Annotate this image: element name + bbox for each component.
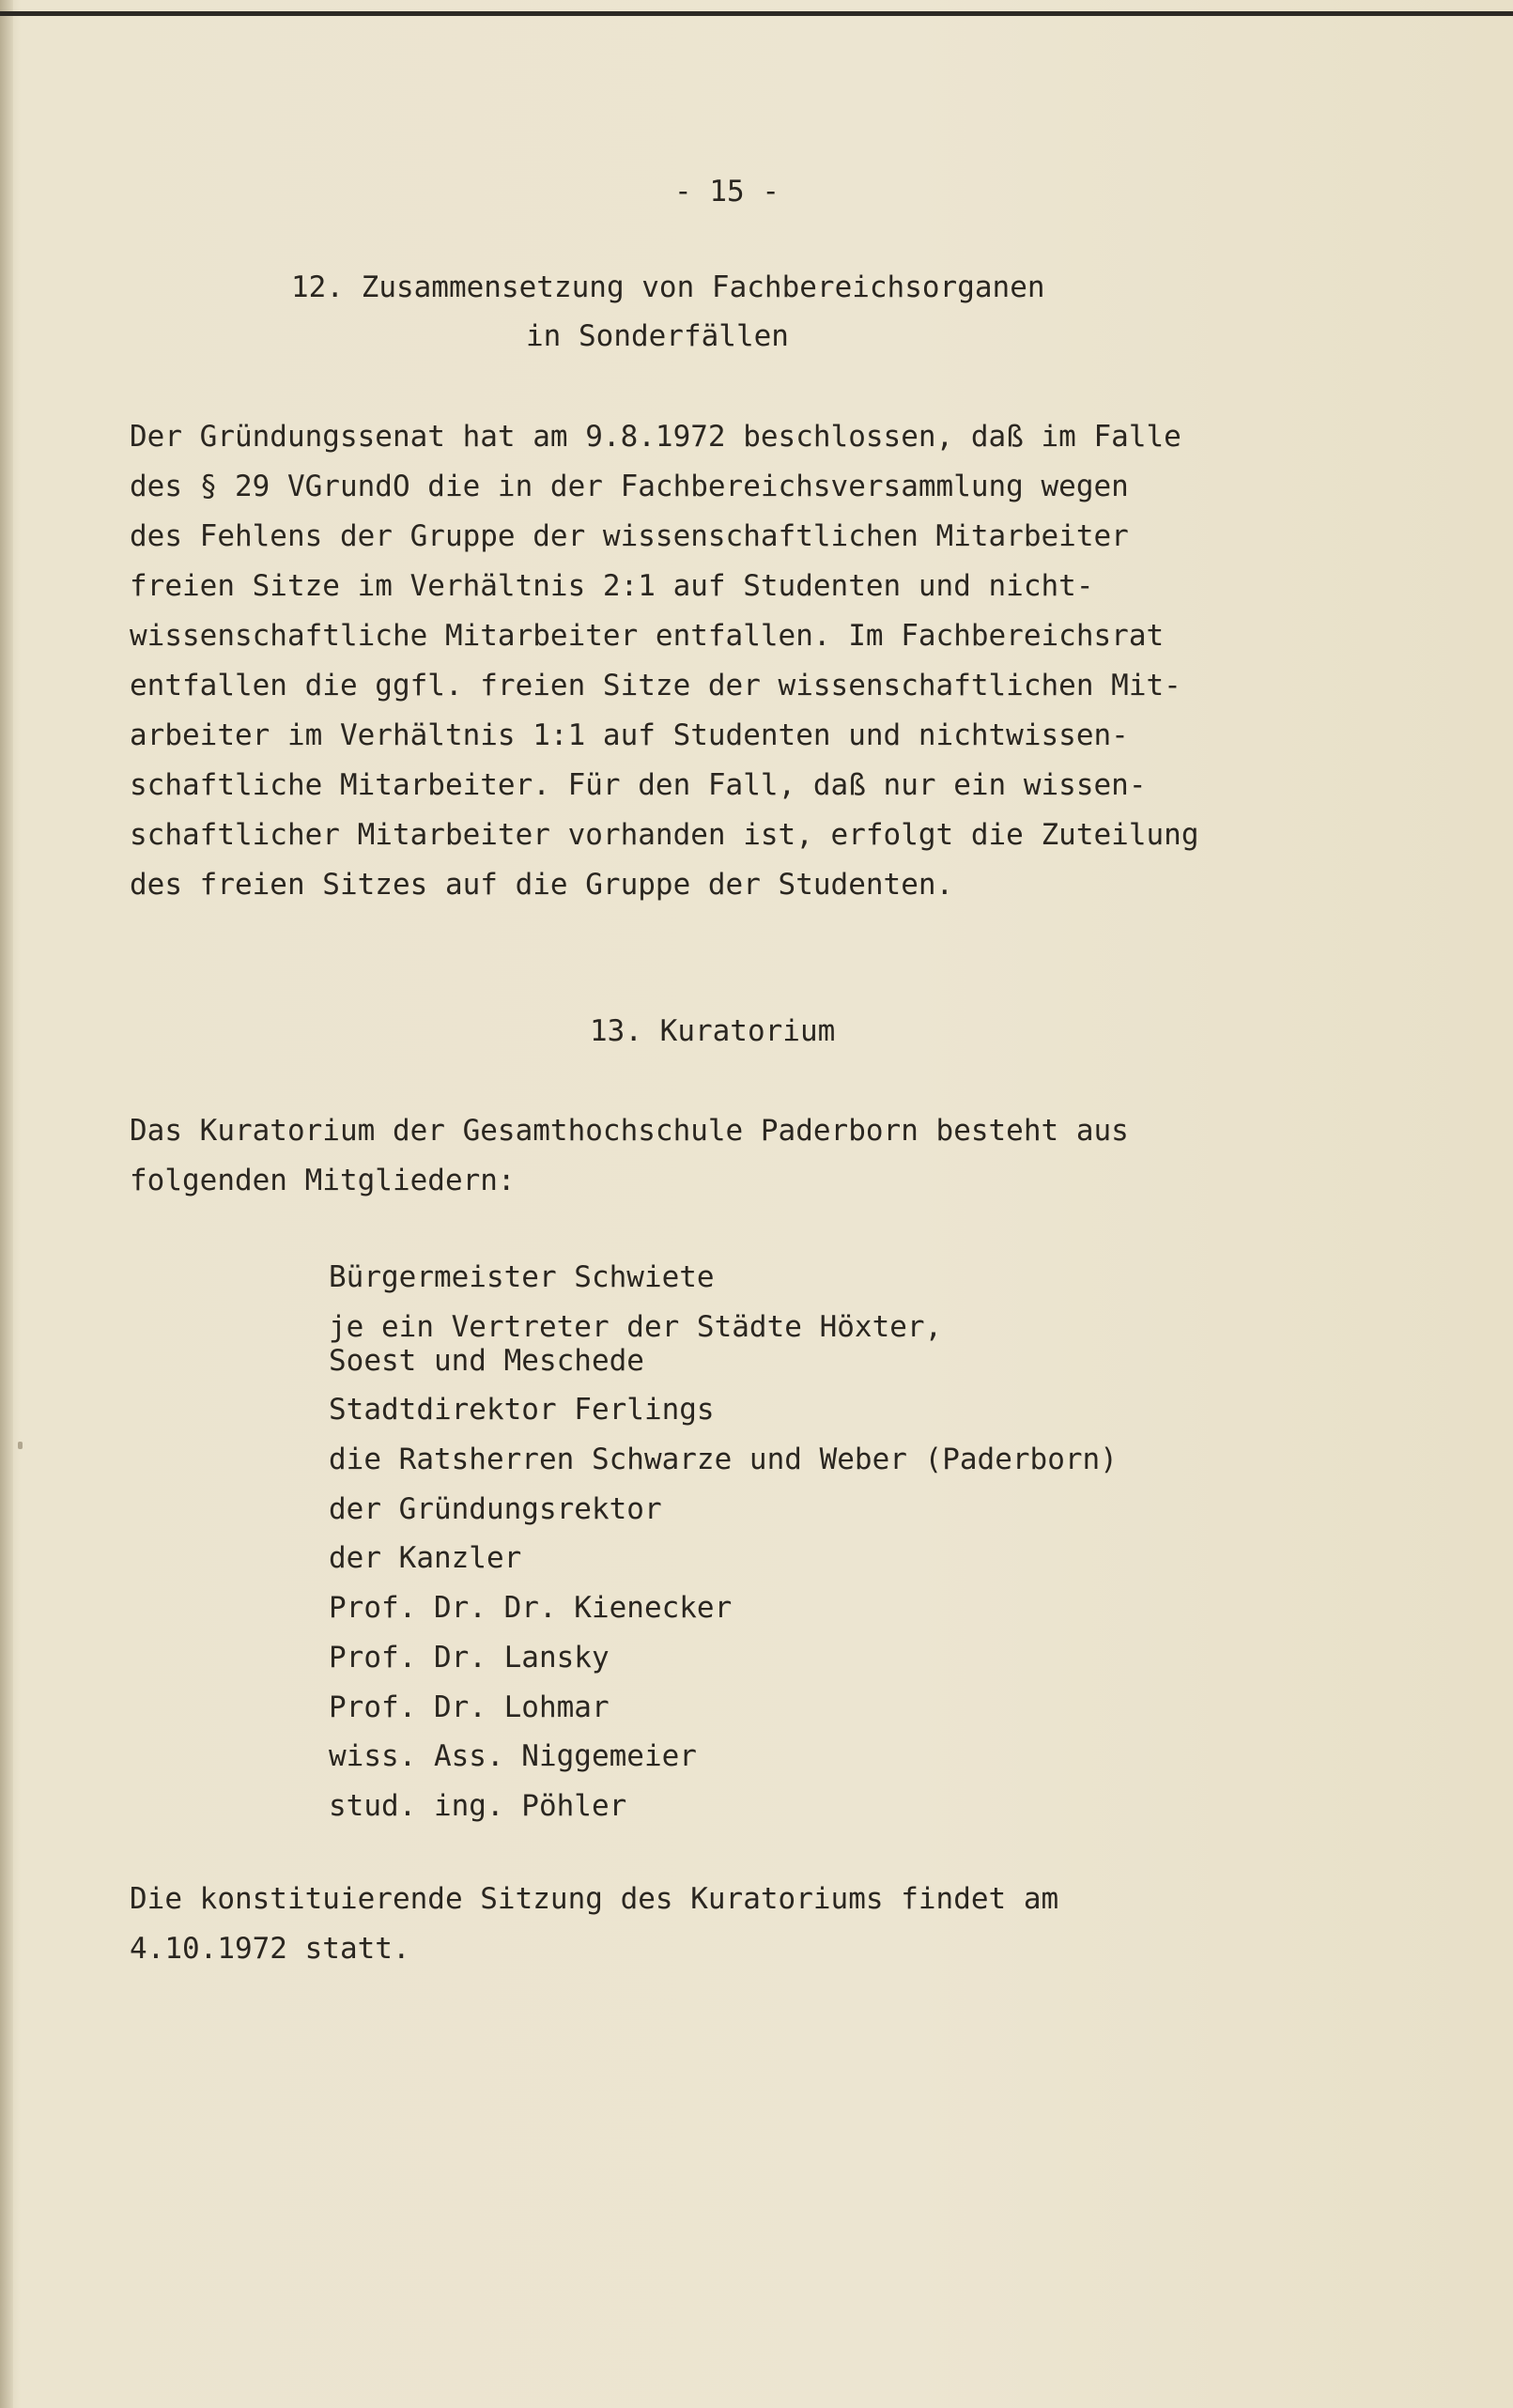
member-list-item: Prof. Dr. Dr. Kienecker [329, 1591, 733, 1626]
section-12-heading-line-1: 12. Zusammensetzung von Fachbereichsorganen [291, 270, 1045, 304]
paragraph-line: Der Gründungssenat hat am 9.8.1972 beschlossen, daß im Falle [130, 420, 1181, 454]
kuratorium-member-list [329, 1260, 1118, 1839]
section-12-heading-line-2: in Sonderfällen [526, 319, 789, 353]
member-list-item: der Gründungsrektor [329, 1491, 662, 1526]
paragraph-line: freien Sitze im Verhältnis 2:1 auf Studenten und nicht- [130, 569, 1094, 603]
member-list-item: Prof. Dr. Lohmar [329, 1690, 610, 1724]
top-rule [0, 11, 1513, 16]
paragraph-line: des freien Sitzes auf die Gruppe der Studenten. [130, 868, 954, 902]
paper-speck [18, 1442, 23, 1449]
member-list-item: wiss. Ass. Niggemeier [329, 1739, 697, 1774]
member-list-item: die Ratsherren Schwarze und Weber (Paderborn) [329, 1443, 1118, 1477]
paragraph-line: arbeiter im Verhältnis 1:1 auf Studenten und nichtwissen- [130, 718, 1129, 752]
member-list-item: je ein Vertreter der Städte Höxter, [329, 1309, 943, 1344]
paragraph-line: folgenden Mitgliedern: [130, 1164, 516, 1197]
paragraph-line: 4.10.1972 statt. [130, 1932, 410, 1966]
page-binding-shadow [0, 0, 13, 2408]
paragraph-line: schaftlicher Mitarbeiter vorhanden ist, erfolgt die Zuteilung [130, 818, 1199, 852]
page-number: - 15 - [674, 175, 780, 208]
paragraph-line: Das Kuratorium der Gesamthochschule Paderborn besteht aus [130, 1114, 1129, 1148]
member-list-item: Soest und Meschede [329, 1343, 644, 1378]
member-list-item: der Kanzler [329, 1541, 522, 1576]
member-list-item: stud. ing. Pöhler [329, 1788, 627, 1823]
section-13-heading: 13. Kuratorium [590, 1014, 836, 1048]
paragraph-line: schaftliche Mitarbeiter. Für den Fall, daß nur ein wissen- [130, 768, 1147, 802]
paragraph-line: des § 29 VGrundO die in der Fachbereichsversammlung wegen [130, 470, 1129, 503]
paragraph-line: Die konstituierende Sitzung des Kuratoriums findet am [130, 1882, 1059, 1916]
paragraph-line: wissenschaftliche Mitarbeiter entfallen. Im Fachbereichsrat [130, 619, 1165, 653]
member-list-item: Bürgermeister Schwiete [329, 1260, 715, 1294]
paragraph-line: des Fehlens der Gruppe der wissenschaftlichen Mitarbeiter [130, 519, 1129, 553]
section-12-paragraph [130, 420, 1198, 918]
member-list-item: Stadtdirektor Ferlings [329, 1393, 715, 1428]
section-13-intro [130, 1114, 1129, 1213]
member-list-item: Prof. Dr. Lansky [329, 1640, 610, 1675]
section-13-closing [130, 1882, 1058, 1982]
paragraph-line: entfallen die ggfl. freien Sitze der wissenschaftlichen Mit- [130, 669, 1181, 702]
